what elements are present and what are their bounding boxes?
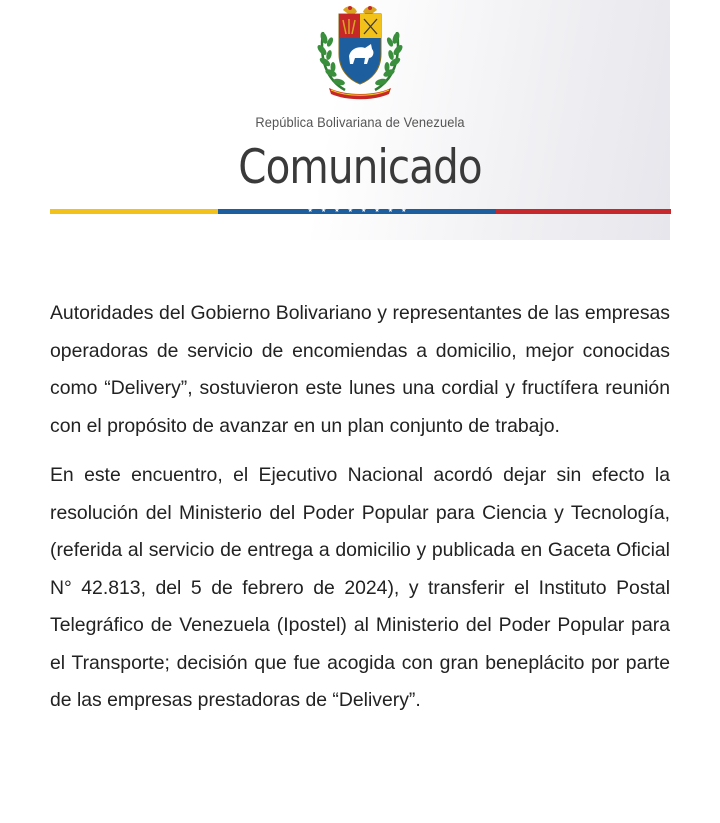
star-icon: ★ xyxy=(361,208,367,214)
paragraph-2: En este encuentro, el Ejecutivo Nacional acordó dejar sin efecto la resolución del Ministerio del Poder Popular para Ciencia y Tecnología, (referida al servicio de entrega a domicilio y publicada en Gaceta Oficial N° 42.813, del 5 de febrero de 2024), y transferir el Instituto Postal Telegráfico de Venezuela (Ipostel) al Ministerio del Poder Popular para el Transporte; decisión que fue acogida con gran beneplácito por parte de las empresas prestadoras de “Delivery”. xyxy=(50,464,670,711)
star-icon: ★ xyxy=(334,208,340,214)
star-icon: ★ xyxy=(347,208,353,214)
communique-body xyxy=(50,295,670,732)
paragraph-1: Autoridades del Gobierno Bolivariano y representantes de las empresas operadoras de servicio de encomiendas a domicilio, mejor conocidas como “Delivery”, sostuvieron este lunes una cordial y fructífera reunión con el propósito de avanzar en un plan conjunto de trabajo. xyxy=(50,302,670,437)
venezuela-coat-of-arms-icon xyxy=(305,2,415,102)
star-icon: ★ xyxy=(401,208,407,214)
star-icon: ★ xyxy=(387,208,394,214)
stars-row xyxy=(218,208,496,215)
star-icon: ★ xyxy=(374,208,380,214)
stripe-blue xyxy=(218,209,496,214)
page-title: Comunicado xyxy=(238,140,482,195)
country-name: República Bolivariana de Venezuela xyxy=(255,114,465,130)
stripe-red xyxy=(496,209,671,214)
star-icon: ★ xyxy=(320,208,327,214)
flag-stripe xyxy=(50,209,671,214)
star-icon: ★ xyxy=(307,208,313,214)
stripe-yellow xyxy=(50,209,218,214)
